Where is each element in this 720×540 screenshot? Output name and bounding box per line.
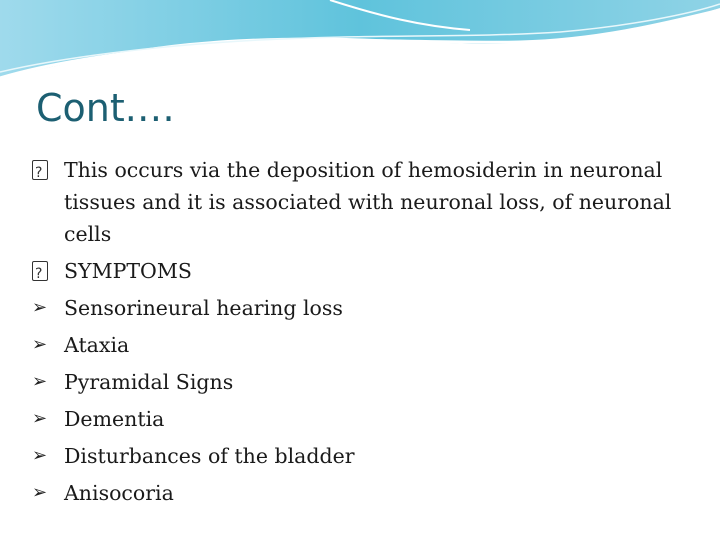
- missing-glyph-bullet-icon: [32, 255, 64, 287]
- list-item: [32, 255, 692, 287]
- arrow-bullet-icon: ➢: [32, 482, 48, 503]
- list-item: [32, 292, 692, 324]
- list-item-text: Disturbances of the bladder: [64, 444, 355, 468]
- missing-glyph-bullet-icon: [32, 154, 64, 186]
- list-item-text: Pyramidal Signs: [64, 370, 234, 394]
- list-item-text: Ataxia: [64, 333, 130, 357]
- header-wave-decoration: [0, 0, 720, 90]
- list-item-text: Dementia: [64, 407, 165, 431]
- list-item: [32, 154, 692, 250]
- arrow-bullet-icon: ➢: [32, 445, 48, 466]
- slide-title: Cont.…: [36, 86, 175, 130]
- list-item-text: This occurs via the deposition of hemosiderin in neuronal tissues and it is associated with neuronal loss, of neuronal cells: [64, 158, 672, 246]
- list-item-text: Anisocoria: [64, 481, 174, 505]
- arrow-bullet-icon: ➢: [32, 297, 48, 318]
- arrow-bullet-icon: ➢: [32, 334, 48, 355]
- list-item: [32, 440, 692, 472]
- list-item: [32, 329, 692, 361]
- list-item: [32, 477, 692, 509]
- arrow-bullet-icon: ➢: [32, 408, 48, 429]
- list-item: [32, 366, 692, 398]
- list-item: [32, 403, 692, 435]
- list-item-text: Sensorineural hearing loss: [64, 296, 343, 320]
- slide-body: [32, 154, 692, 509]
- list-item-text: SYMPTOMS: [64, 259, 192, 283]
- arrow-bullet-icon: ➢: [32, 371, 48, 392]
